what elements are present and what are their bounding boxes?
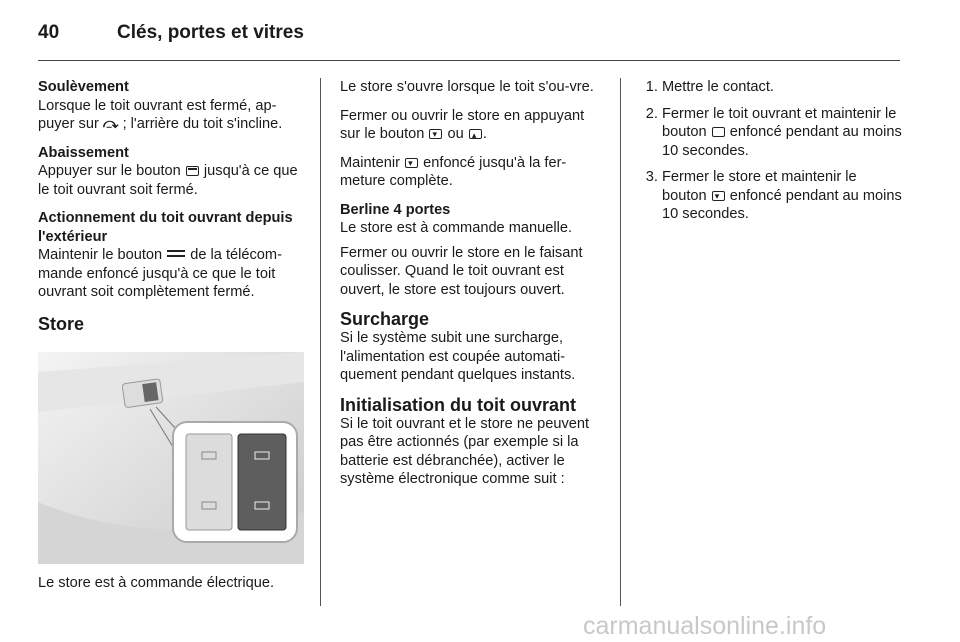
column-divider-2	[620, 78, 621, 606]
page-title: Clés, portes et vitres	[117, 22, 304, 43]
store-close-icon	[429, 129, 442, 139]
text: enfoncé jusqu'à la fer-meture complète.	[340, 154, 567, 189]
text: Appuyer sur le bouton	[38, 163, 181, 179]
text: Si le système subit une surcharge, l'alimentation est coupée automati-quement pendant quelques instants.	[340, 330, 576, 383]
text: Lorsque le toit ouvrant est fermé, ap-puyer sur	[38, 97, 277, 132]
paragraph-abaissement	[38, 144, 306, 200]
text: Maintenir le bouton	[38, 247, 163, 263]
text: enfoncé pendant au moins 10 secondes.	[662, 124, 902, 159]
text: jusqu'à ce que le toit ouvrant soit fermé.	[38, 163, 298, 198]
steps-list	[640, 78, 902, 224]
text: Fermer ou ouvrir le store en appuyant sur le bouton	[340, 107, 585, 142]
paragraph	[340, 154, 608, 191]
paragraph-soulevement	[38, 78, 306, 134]
store-close-icon	[712, 191, 725, 201]
text: Fermer le store et maintenir le bouton	[662, 169, 857, 204]
header-rule	[38, 60, 900, 61]
store-switch-photo	[38, 352, 304, 564]
text: de la télécom-mande enfoncé jusqu'à ce que le toit ouvrant soit complètement fermé.	[38, 247, 282, 300]
paragraph-surcharge	[340, 309, 608, 385]
heading-soulevement: Soulèvement	[38, 79, 129, 95]
heading-exterieur: Actionnement du toit ouvrant depuis l'extérieur	[38, 210, 293, 245]
list-item	[662, 105, 902, 161]
paragraph-berline	[340, 201, 608, 238]
image-caption: Le store est à commande électrique.	[38, 575, 275, 591]
store-open-icon	[469, 129, 482, 139]
store-close-icon	[405, 158, 418, 168]
page-number: 40	[38, 22, 60, 43]
text: Le store est à commande manuelle.	[340, 220, 573, 236]
tilt-icon: ⤼	[102, 116, 119, 132]
paragraph: Fermer ou ouvrir le store en le faisant coulisser. Quand le toit ouvrant est ouvert, le store est toujours ouvert.	[340, 244, 583, 298]
text: Si le toit ouvrant et le store ne peuvent pas être actionnés (par exemple si la batterie est débranchée), activer le système électronique comme suit :	[340, 415, 590, 487]
paragraph-initialisation	[340, 395, 608, 489]
text: Maintenir	[340, 154, 401, 171]
heading-initialisation: Initialisation du toit ouvrant	[340, 394, 576, 415]
paragraph: Le store s'ouvre lorsque le toit s'ou-vre.	[340, 79, 594, 95]
list-item	[662, 78, 902, 97]
column-1	[38, 78, 306, 334]
column-divider-1	[320, 78, 321, 606]
text: enfoncé pendant au moins 10 secondes.	[662, 187, 902, 222]
watermark: carmanualsonline.info	[583, 612, 827, 640]
list-item	[662, 168, 902, 224]
close-roof-icon	[186, 166, 199, 176]
roof-button-icon	[712, 127, 725, 137]
heading-berline: Berline 4 portes	[340, 201, 451, 218]
text: ; l'arrière du toit s'incline.	[122, 116, 283, 132]
paragraph: Fermer ou ouvrir le store en appuyant sur le bouton ▾ ou ▴ .	[340, 107, 608, 144]
remote-close-icon	[167, 250, 185, 257]
heading-abaissement: Abaissement	[38, 144, 129, 161]
text: ou	[447, 126, 464, 142]
text: Fermer le toit ouvrant et maintenir le bouton	[662, 105, 897, 140]
heading-store: Store	[38, 313, 85, 334]
paragraph-exterieur	[38, 209, 306, 302]
column-2	[340, 78, 608, 499]
column-3	[640, 78, 902, 232]
heading-surcharge: Surcharge	[340, 309, 430, 329]
text: Mettre le contact.	[662, 79, 774, 95]
